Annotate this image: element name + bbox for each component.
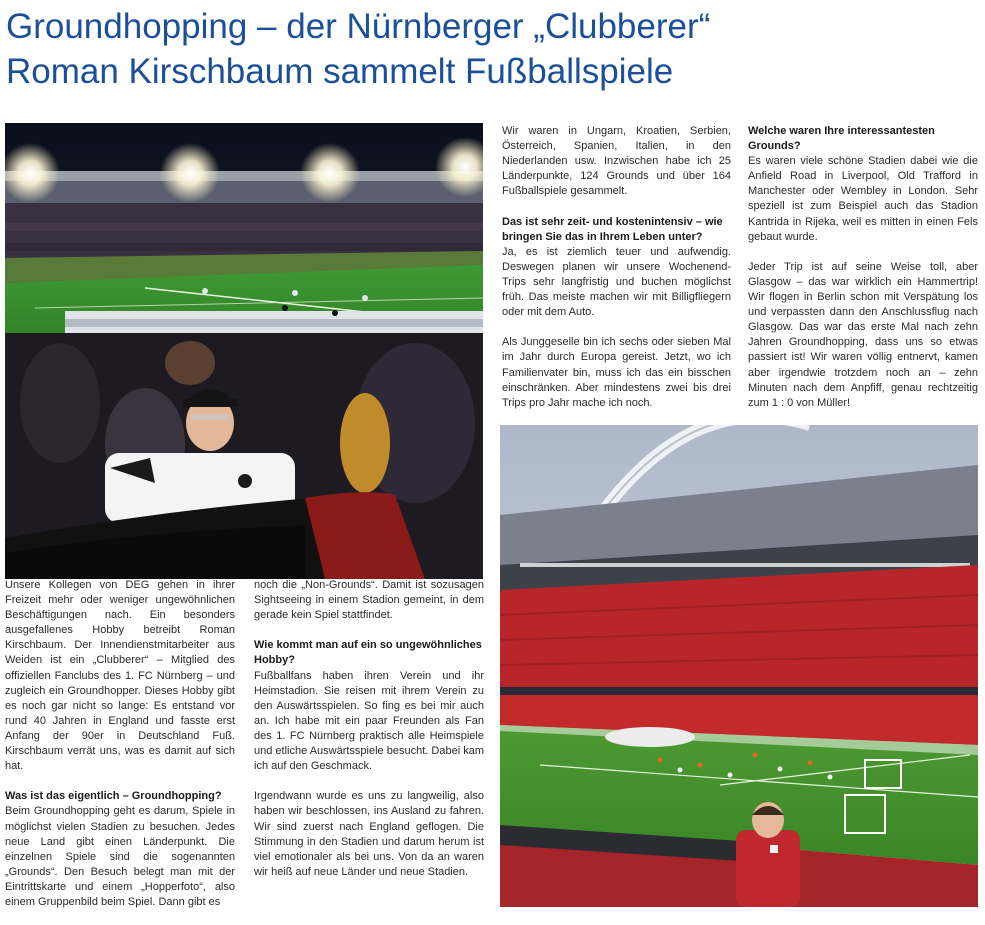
wembley-illustration [500,425,978,907]
stadium-night-illustration [5,123,483,579]
question-heading-3: Das ist sehr zeit- und kostenintensiv – wie bringen Sie das in Ihrem Leben unter? [502,215,723,243]
article-column-3 [502,124,731,426]
answer-paragraph-4b: Jeder Trip ist auf seine Weise toll, aber Glasgow – das war wirklich ein Hammertrip! Wir flogen in Berlin schon mit Verspätung los und verpassten dann den Anschlussflug nach Glasgow. Das war das erste Mal nach zehn Jahren Groundhopping, dass uns so etwas passiert ist! Wir waren völlig entnervt, kamen aber irgendwie trotzdem noch an – zehn Minuten nach dem Anpfiff, genau rechtzeitig zum 1 : 0 von Müller! [748,260,978,409]
article-column-1 [5,578,235,925]
continuation-paragraph-3: Wir waren in Ungarn, Kroatien, Serbien, Österreich, Spanien, Italien, in den Niederlanden usw. Inzwischen habe ich 25 Länderpunkte, 124 Grounds und über 164 Fußballspiele gesammelt. [502,125,731,198]
continuation-paragraph: noch die „Non-Grounds“. Damit ist sozusagen Sightseeing in einem Stadion gemeint, in dem gerade kein Spiel stattfindet. [254,579,484,622]
title-line-1: Groundhopping – der Nürnberger „Clubberer“ [6,7,711,46]
article-column-2 [254,578,484,895]
article-title [6,4,981,94]
answer-paragraph-2b: Irgendwann wurde es uns zu langweilig, also haben wir beschlossen, ins Ausland zu fahren. Wir sind zuerst nach England geflogen. Die Stimmung in den Stadien und darum herum ist viel emotionaler als bei uns. Von da an waren wir heiß auf neue Länder und neue Stadien. [254,790,484,878]
answer-paragraph-4: Es waren viele schöne Stadien dabei wie die Anfield Road in Liverpool, Old Trafford in Manchester oder Wembley in London. Sehr speziell ist zum Beispiel auch das Stadion Kantrida in Rijeka, weil es mitten in einen Fels gebaut wurde. [748,155,978,243]
question-heading-2: Wie kommt man auf ein so ungewöhnliches Hobby? [254,639,482,667]
answer-paragraph-1: Beim Groundhopping geht es darum, Spiele in möglichst vielen Stadien zu besuchen. Jedes neue Land gibt einen Länderpunkt. Die einzelnen Spiele sind die sogenannten „Grounds“. Den Besuch belegt man mit der Eintrittskarte und einem „Hopperfoto“, also einem Gruppenbild beim Spiel. Dann gibt es [5,805,235,908]
question-heading-1: Was ist das eigentlich – Groundhopping? [5,790,222,803]
intro-paragraph: Unsere Kollegen von DEG gehen in ihrer Freizeit mehr oder weniger ungewöhnlichen Beschäftigungen nach. Ein besonders ausgefallenes Hobby betreibt Roman Kirschbaum. Der Innendienstmitarbeiter aus Weiden ist ein „Clubberer“ – Mitglied des offiziellen Fanclubs des 1. FC Nürnberg – und zugleich ein Groundhopper. Dieses Hobby gibt es noch gar nicht so lange: Es entstand vor rund 40 Jahren in England und fasste erst Anfang der 90er in Deutschland Fuß. Kirschbaum verrät uns, was es damit auf sich hat. [5,579,235,773]
answer-paragraph-2: Fußballfans haben ihren Verein und ihr Heimstadion. Sie reisen mit ihrem Verein zu den Auswärtsspielen. So fing es bei mir auch an. Ich habe mit ein paar Freunden als Fan des 1. FC Nürnberg praktisch alle Heimspiele und etliche Auswärtsspiele besucht. Dabei kam ich auf den Geschmack. [254,669,484,773]
article-column-4 [748,124,978,426]
answer-paragraph-3: Ja, es ist ziemlich teuer und aufwendig. Deswegen planen wir unsere Wochenend-Trips sehr langfristig und buchen möglichst früh. Das meiste machen wir mit Billigfliegern oder mit dem Auto. [502,245,731,319]
photo-wembley-stadium [500,425,978,907]
answer-paragraph-3b: Als Junggeselle bin ich sechs oder sieben Mal im Jahr durch Europa gereist. Jetzt, wo ich Familienvater bin, muss ich das ein bisschen einschränken. Aber mindestens zwei bis drei Trips pro Jahr mache ich noch. [502,336,731,409]
question-heading-4: Welche waren Ihre interessantesten Grounds? [748,125,935,153]
photo-fan-night-stadium [5,123,483,579]
title-line-2: Roman Kirschbaum sammelt Fußballspiele [6,52,674,91]
